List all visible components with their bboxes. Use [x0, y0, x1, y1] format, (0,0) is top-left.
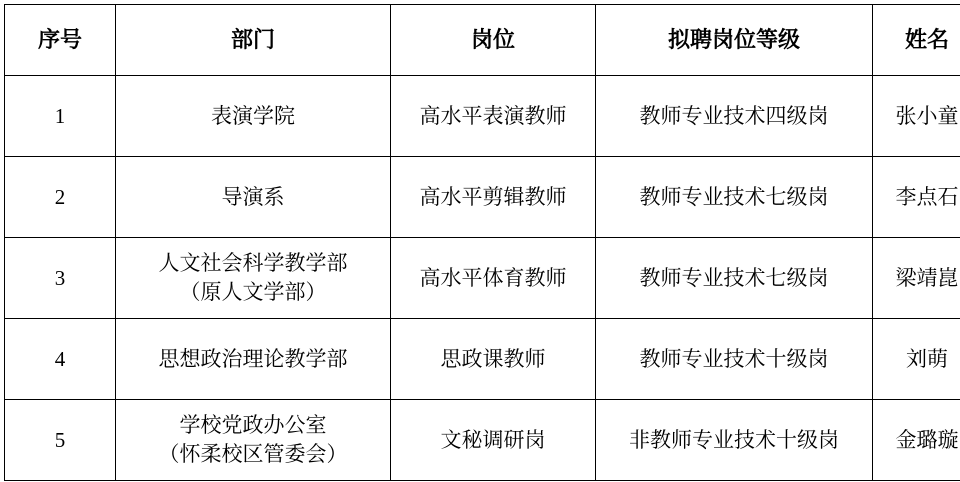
cell-department [116, 238, 391, 319]
cell-department-line1: 人文社会科学教学部 [118, 250, 388, 277]
cell-department [116, 319, 391, 400]
table-row [5, 319, 960, 400]
table-row [5, 157, 960, 238]
table-row [5, 400, 960, 481]
column-header-level: 拟聘岗位等级 [596, 5, 873, 76]
table-row [5, 76, 960, 157]
cell-seq: 3 [5, 238, 116, 319]
cell-seq: 2 [5, 157, 116, 238]
cell-level: 教师专业技术七级岗 [596, 157, 873, 238]
document-page [0, 4, 960, 482]
cell-department-line1: 导演系 [118, 184, 388, 211]
cell-department [116, 76, 391, 157]
column-header-seq: 序号 [5, 5, 116, 76]
cell-post: 高水平体育教师 [391, 238, 596, 319]
table-row [5, 238, 960, 319]
cell-post: 文秘调研岗 [391, 400, 596, 481]
cell-department [116, 400, 391, 481]
table-header-row [5, 5, 960, 76]
cell-department-line2: （怀柔校区管委会） [118, 441, 388, 468]
cell-name: 张小童 [873, 76, 960, 157]
cell-name: 金璐璇 [873, 400, 960, 481]
cell-post: 高水平剪辑教师 [391, 157, 596, 238]
column-header-post: 岗位 [391, 5, 596, 76]
cell-department-line1: 思想政治理论教学部 [118, 346, 388, 373]
cell-level: 非教师专业技术十级岗 [596, 400, 873, 481]
cell-department-line2: （原人文学部） [118, 279, 388, 306]
cell-level: 教师专业技术十级岗 [596, 319, 873, 400]
cell-department-line1: 学校党政办公室 [118, 412, 388, 439]
cell-name: 刘萌 [873, 319, 960, 400]
cell-department-line1: 表演学院 [118, 103, 388, 130]
cell-post: 思政课教师 [391, 319, 596, 400]
cell-name: 李点石 [873, 157, 960, 238]
cell-seq: 1 [5, 76, 116, 157]
cell-name: 梁靖崑 [873, 238, 960, 319]
cell-post: 高水平表演教师 [391, 76, 596, 157]
cell-level: 教师专业技术四级岗 [596, 76, 873, 157]
column-header-name: 姓名 [873, 5, 960, 76]
cell-seq: 5 [5, 400, 116, 481]
cell-department [116, 157, 391, 238]
personnel-roster-table [4, 4, 960, 481]
cell-seq: 4 [5, 319, 116, 400]
column-header-department: 部门 [116, 5, 391, 76]
cell-level: 教师专业技术七级岗 [596, 238, 873, 319]
